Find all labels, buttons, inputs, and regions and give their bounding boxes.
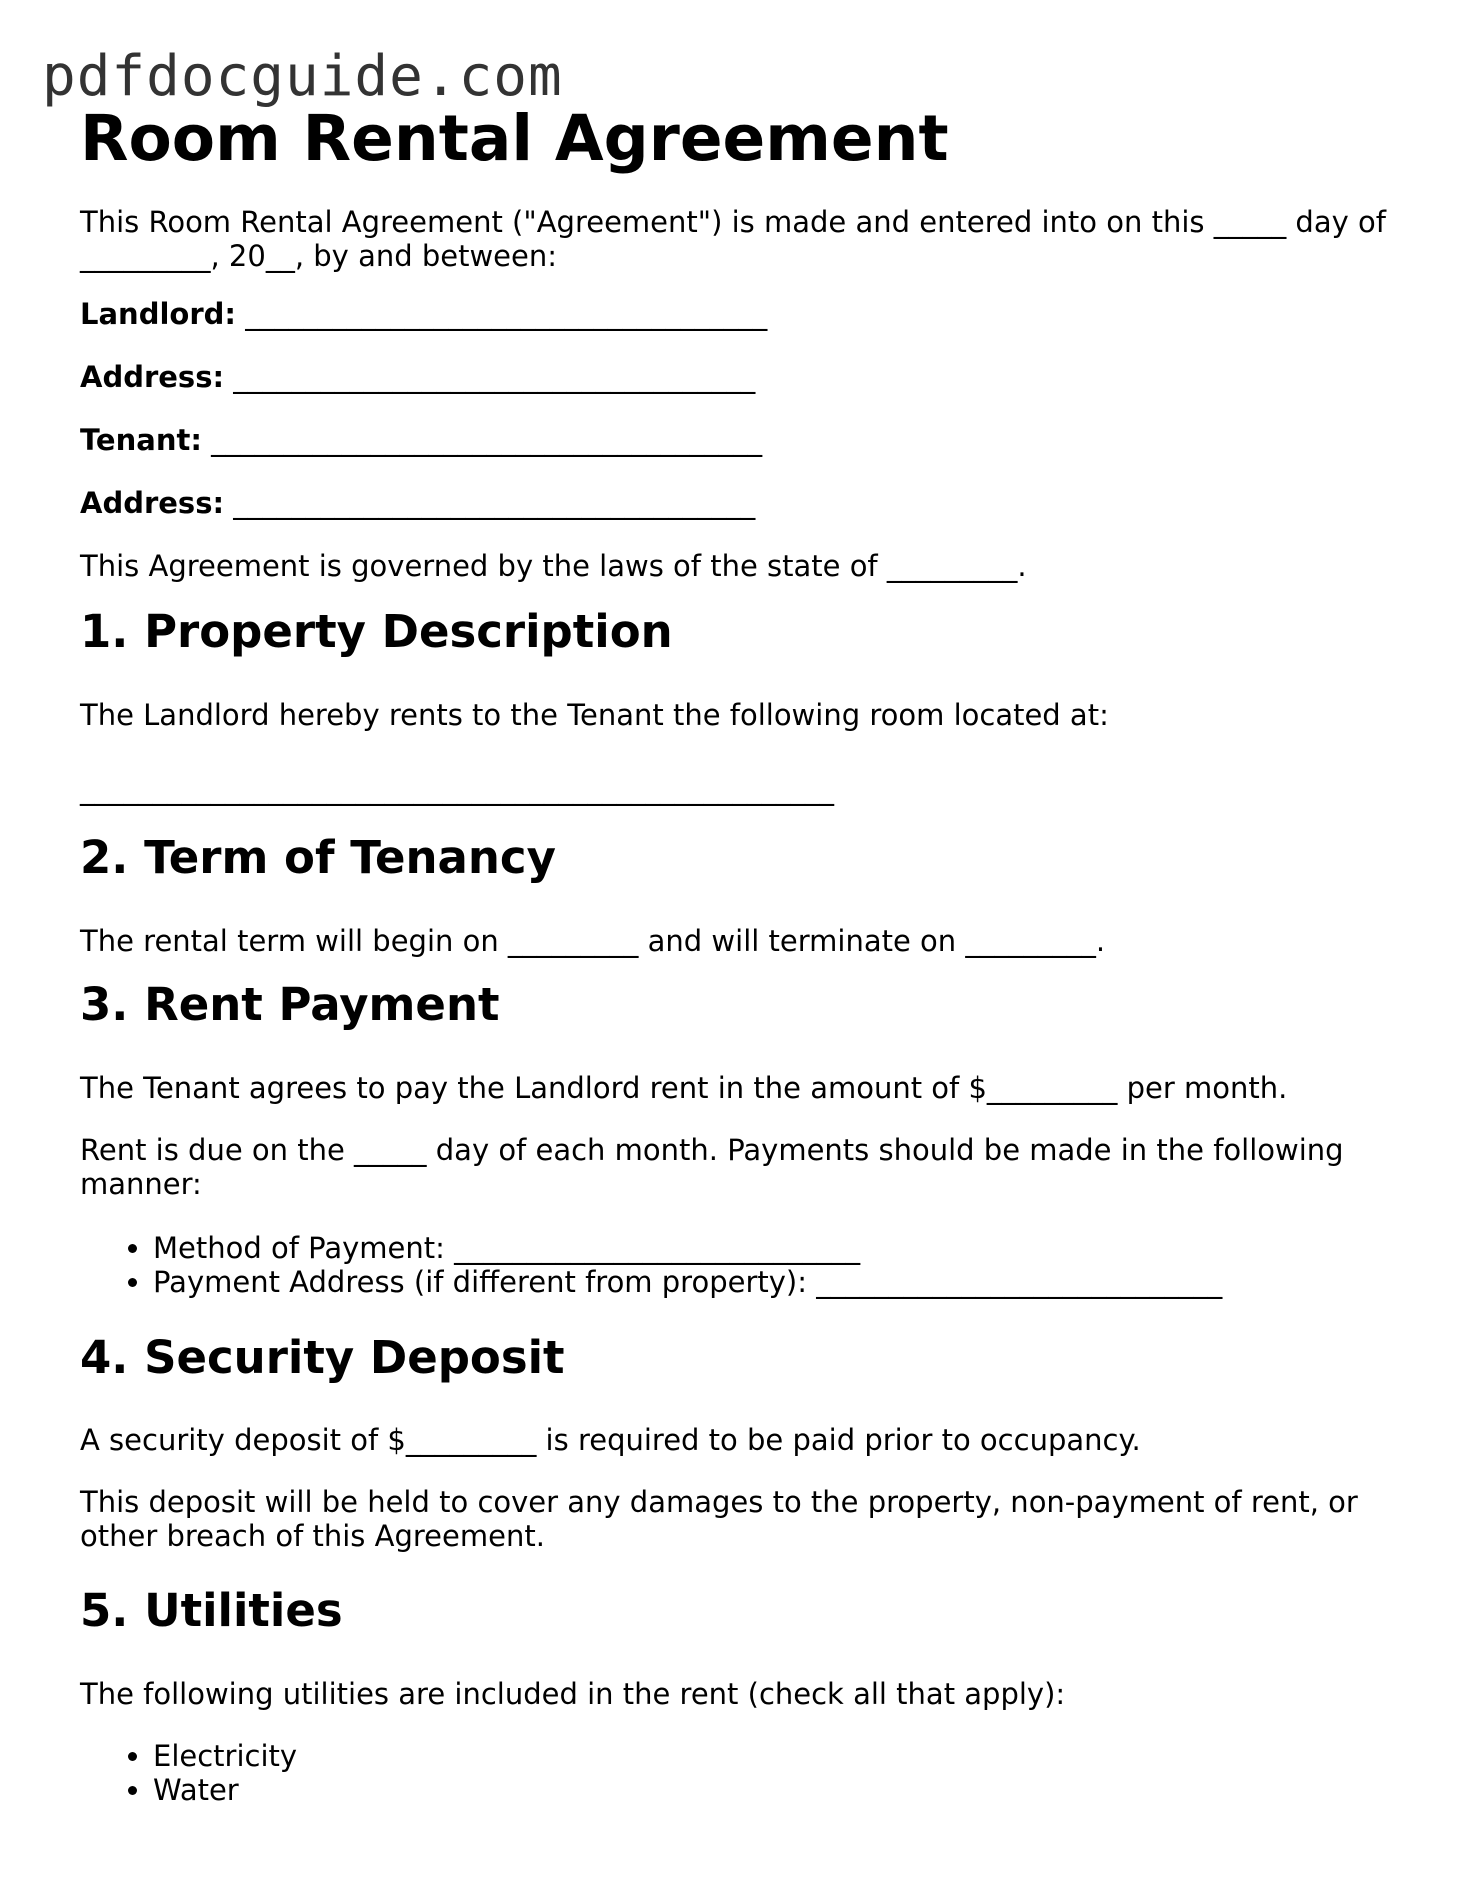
rent-due-paragraph	[80, 1133, 1400, 1201]
property-text: The Landlord hereby rents to the Tenant the following room located at:	[80, 698, 1109, 732]
section-heading-utilities: 5. Utilities	[80, 1584, 343, 1637]
document-title: Room Rental Agreement	[80, 102, 949, 175]
deposit-purpose-line-2: other breach of this Agreement.	[80, 1519, 545, 1553]
tenant-address-blank[interactable]: ____________________________________	[233, 486, 756, 520]
payment-list	[80, 1231, 1400, 1299]
section-heading-deposit: 4. Security Deposit	[80, 1331, 565, 1384]
property-address-blank[interactable]: ____________________________________________________	[80, 772, 834, 806]
document-page	[80, 100, 1400, 1807]
term-text: The rental term will begin on _________ and will terminate on _________.	[80, 924, 1106, 958]
governing-law-text: This Agreement is governed by the laws of the state of _________.	[80, 549, 1027, 583]
tenant-label: Tenant:	[80, 423, 202, 457]
utilities-text: The following utilities are included in the rent (check all that apply):	[80, 1677, 1066, 1711]
landlord-address-label: Address:	[80, 360, 225, 394]
list-item: • Water	[153, 1773, 1400, 1807]
intro-paragraph	[80, 205, 1400, 273]
list-item: • Method of Payment: ____________________________	[153, 1231, 1400, 1265]
tenant-field	[80, 423, 1400, 457]
watermark: pdfdocguide.com	[42, 44, 563, 109]
rent-due-line-1: Rent is due on the _____ day of each month. Payments should be made in the following	[80, 1133, 1344, 1167]
tenant-blank[interactable]: ______________________________________	[211, 423, 763, 457]
rent-due-line-2: manner:	[80, 1167, 202, 1201]
intro-line-2: _________, 20__, by and between:	[80, 239, 558, 273]
intro-line-1: This Room Rental Agreement ("Agreement") is made and entered into on this _____ day of	[80, 205, 1386, 239]
deposit-purpose-line-1: This deposit will be held to cover any damages to the property, non-payment of rent, or	[80, 1485, 1358, 1519]
list-item: • Electricity	[153, 1739, 1400, 1773]
landlord-label: Landlord:	[80, 297, 236, 331]
section-heading-rent: 3. Rent Payment	[80, 978, 500, 1031]
deposit-purpose-paragraph	[80, 1485, 1400, 1553]
landlord-field	[80, 297, 1400, 331]
rent-amount-text: The Tenant agrees to pay the Landlord rent in the amount of $_________ per month.	[80, 1071, 1288, 1105]
tenant-address-label: Address:	[80, 486, 225, 520]
utilities-list	[80, 1739, 1400, 1807]
section-heading-term: 2. Term of Tenancy	[80, 831, 556, 884]
list-item: • Payment Address (if different from property): ____________________________	[153, 1265, 1400, 1299]
landlord-address-field	[80, 360, 1400, 394]
section-heading-property: 1. Property Description	[80, 605, 673, 658]
landlord-address-blank[interactable]: ____________________________________	[233, 360, 756, 394]
tenant-address-field	[80, 486, 1400, 520]
deposit-amount-text: A security deposit of $_________ is required to be paid prior to occupancy.	[80, 1423, 1141, 1457]
landlord-blank[interactable]: ____________________________________	[245, 297, 768, 331]
